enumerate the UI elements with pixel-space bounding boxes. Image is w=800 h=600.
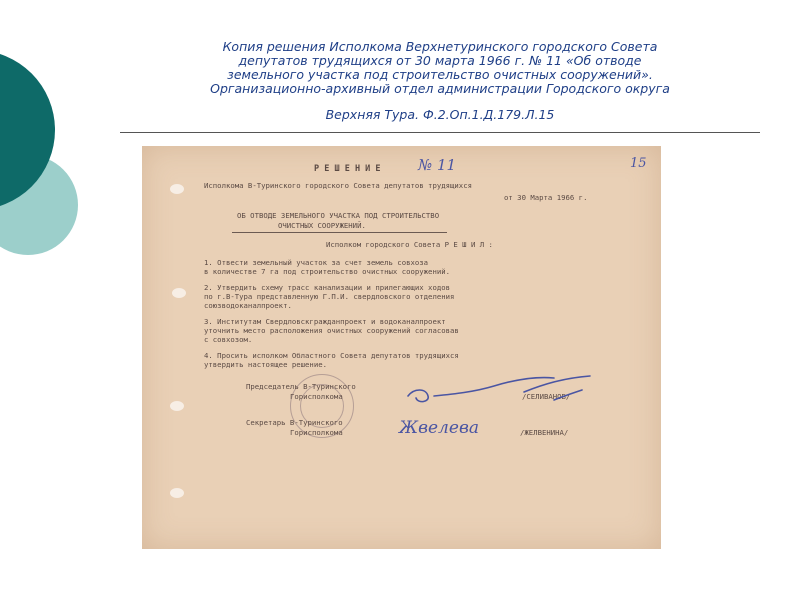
slide-caption bbox=[120, 40, 760, 122]
punch-hole bbox=[172, 288, 186, 298]
caption-divider bbox=[120, 132, 760, 133]
chairman-name: /СЕЛИВАНОВ/ bbox=[522, 392, 571, 401]
document-title: Р Е Ш Е Н И Е bbox=[314, 164, 381, 174]
item-line: в количестве 7 га под строительство очистных сооружений. bbox=[204, 267, 451, 276]
chairman-signature bbox=[404, 370, 594, 416]
document-date: от 30 Марта 1966 г. bbox=[504, 193, 588, 202]
caption-line: Организационно-архивный отдел администрации Городского округа bbox=[210, 81, 670, 96]
subject-line: ОЧИСТНЫХ СООРУЖЕНИЙ. bbox=[278, 221, 366, 230]
caption-line: Копия решения Исполкома Верхнетуринского городского Совета bbox=[222, 39, 658, 54]
item-line: уточнить место расположения очистных сооружений согласовав bbox=[204, 326, 459, 335]
preamble: Исполком городского Совета Р Е Ш И Л : bbox=[326, 240, 493, 249]
secretary-name: /ЖЕЛВЕНИНА/ bbox=[520, 428, 569, 437]
secretary-title: Горисполкома bbox=[290, 428, 343, 437]
archive-reference: Верхняя Тура. Ф.2.Оп.1.Д.179.Л.15 bbox=[325, 107, 555, 122]
subject-underline bbox=[232, 232, 447, 233]
issuer-line: Исполкома В-Туринского городского Совета депутатов трудящихся bbox=[204, 181, 472, 190]
item-line: 1. Отвести земельный участок за счет земель совхоза bbox=[204, 258, 429, 267]
punch-hole bbox=[170, 401, 184, 411]
secretary-title: Секретарь В-Туринского bbox=[246, 418, 343, 427]
page-number: 15 bbox=[630, 156, 647, 171]
item-line: по г.В-Тура представленную Г.П.И. свердловского отделения bbox=[204, 292, 455, 301]
item-line: 3. Институтам Свердловскгражданпроект и водоканалпроект bbox=[204, 317, 446, 326]
caption-line: депутатов трудящихся от 30 марта 1966 г. № 11 «Об отводе bbox=[238, 53, 642, 68]
decorative-circles bbox=[0, 0, 120, 330]
subject-line: ОБ ОТВОДЕ ЗЕМЕЛЬНОГО УЧАСТКА ПОД СТРОИТЕЛЬСТВО bbox=[237, 211, 440, 220]
item-line: с совхозом. bbox=[204, 335, 253, 344]
item-line: союзводоканалпроект. bbox=[204, 301, 292, 310]
secretary-signature: Жвелева bbox=[399, 418, 479, 438]
punch-hole bbox=[170, 488, 184, 498]
chairman-title: Председатель В-Туринского bbox=[246, 382, 356, 391]
item-line: утвердить настоящее решение. bbox=[204, 360, 328, 369]
document-number: № 11 bbox=[418, 156, 457, 174]
punch-hole bbox=[170, 184, 184, 194]
item-line: 4. Просить исполком Областного Совета депутатов трудящихся bbox=[204, 351, 459, 360]
archival-document-scan bbox=[142, 146, 661, 549]
caption-line: земельного участка под строительство очистных сооружений». bbox=[227, 67, 653, 82]
chairman-title: Горисполкома bbox=[290, 392, 343, 401]
item-line: 2. Утвердить схему трасс канализации и прилегающих ходов bbox=[204, 283, 451, 292]
